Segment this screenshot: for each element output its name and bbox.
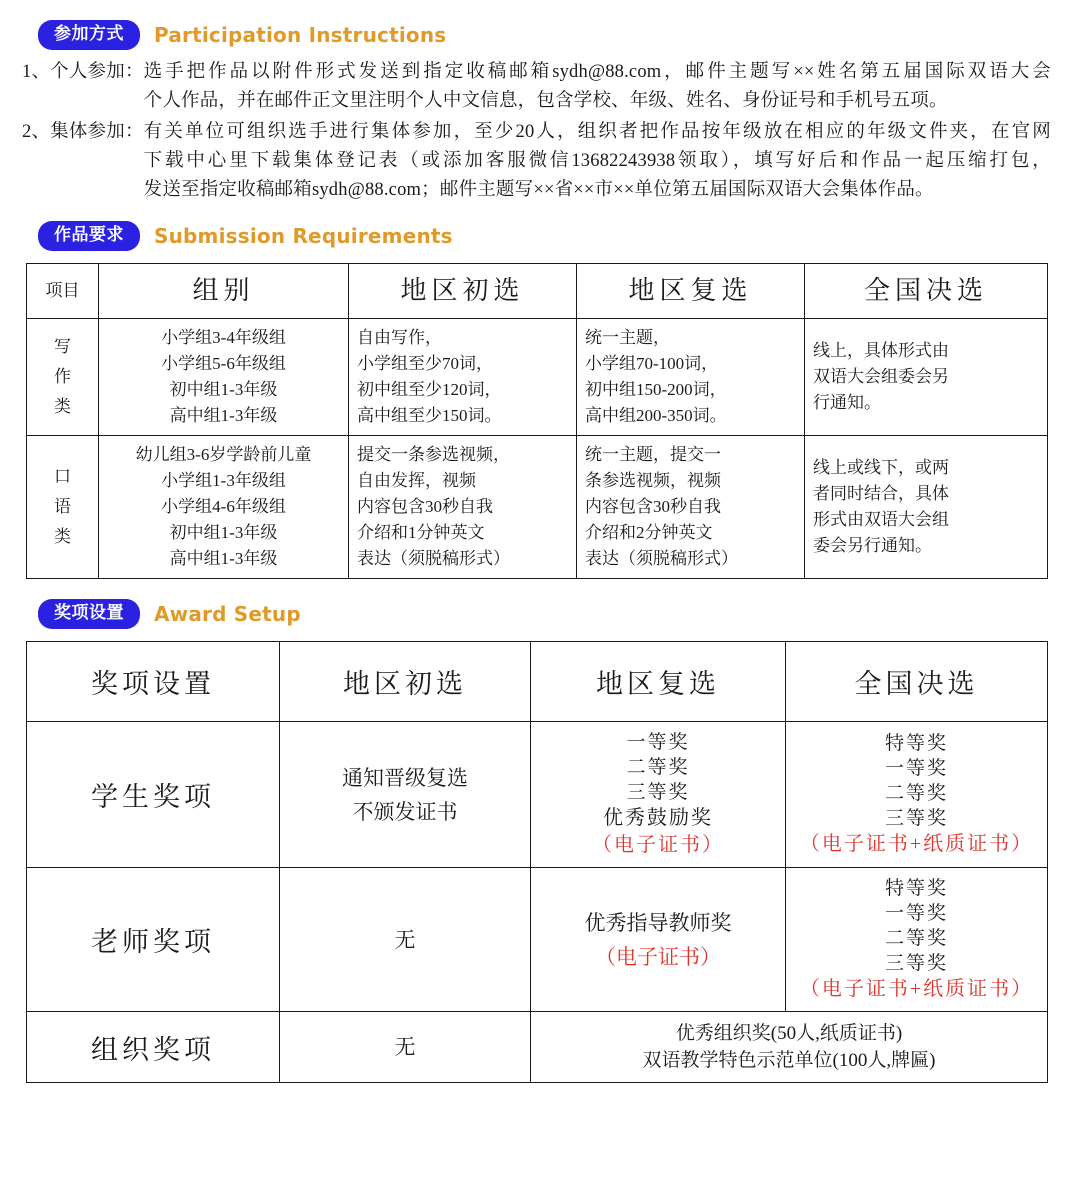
- student-final-award-3: 二等奖: [884, 783, 948, 804]
- participation-item-2: [22, 118, 1051, 205]
- submission-row-oral-label-stack: [54, 462, 71, 552]
- award-row-teacher: [27, 868, 1048, 1012]
- submission-header-semifinal: 地区复选: [577, 264, 805, 319]
- writing-semi-line-2: 小学组70-100词，: [585, 354, 719, 373]
- oral-final-line-2: 者同时结合，具体: [813, 484, 949, 503]
- teacher-final-award-3: 二等奖: [884, 928, 948, 949]
- submission-header-group: 组别: [99, 264, 349, 319]
- participation-item-1-line-1: 选手把作品以附件形式发送到指定收稿邮箱sydh@88.com，邮件主题写××姓名第五届国际双语大会: [143, 62, 1051, 82]
- writing-final-line-3: 行通知。: [813, 393, 881, 412]
- section-header-award: [0, 599, 1073, 629]
- writing-prelim-line-2: 小学组至少70词，: [357, 354, 493, 373]
- oral-prelim-line-5: 表达（须脱稿形式）: [357, 549, 510, 568]
- submission-header-item: [27, 264, 99, 319]
- badge-submission: 作品要求: [38, 221, 140, 251]
- oral-group-line-5: 高中组1-3年级: [169, 549, 278, 568]
- award-header-semifinal: 地区复选: [531, 642, 786, 722]
- writing-group-line-4: 高中组1-3年级: [169, 406, 278, 425]
- organization-line-1: 优秀组织奖(50人,纸质证书): [675, 1023, 903, 1044]
- oral-label-char-3: 类: [54, 527, 71, 546]
- writing-semi-line-4: 高中组200-350词。: [585, 406, 727, 425]
- writing-label-char-1: 写: [54, 337, 71, 356]
- teacher-semi-award-1: 优秀指导教师奖: [584, 910, 732, 935]
- participation-body: [0, 50, 1073, 205]
- section-header-submission: [0, 221, 1073, 251]
- award-row-student-label: 学生奖项: [27, 722, 280, 868]
- award-row-organization-label: 组织奖项: [27, 1012, 280, 1083]
- submission-row-oral-semifinal: [577, 436, 805, 579]
- writing-group-line-1: 小学组3-4年级组: [161, 328, 286, 347]
- participation-item-2-text: [144, 118, 1051, 205]
- submission-header-item-stack: [46, 276, 80, 306]
- submission-row-oral-preliminary: [349, 436, 577, 579]
- organization-line-2: 双语教学特色示范单位(100人,牌匾): [642, 1050, 936, 1071]
- participation-item-1: [22, 58, 1051, 116]
- teacher-final-award-2: 一等奖: [884, 903, 948, 924]
- teacher-semi-certificate-note: （电子证书）: [595, 944, 721, 969]
- student-semi-certificate-note: （电子证书）: [592, 834, 724, 856]
- writing-final-line-2: 双语大会组委会另: [813, 367, 949, 386]
- student-final-award-1: 特等奖: [884, 733, 948, 754]
- oral-final-line-1: 线上或线下，或两: [813, 458, 949, 477]
- oral-prelim-line-3: 内容包含30秒自我: [357, 497, 493, 516]
- student-semi-award-3: 三等奖: [626, 782, 690, 803]
- writing-prelim-line-4: 高中组至少150词。: [357, 406, 502, 425]
- participation-item-2-label: 2、集体参加：: [22, 122, 144, 142]
- english-title-award: Award Setup: [154, 602, 301, 626]
- award-table-wrap: [0, 641, 1073, 1083]
- award-row-organization-preliminary: 无: [280, 1012, 531, 1083]
- oral-group-line-4: 初中组1-3年级: [169, 523, 278, 542]
- submission-header-final: 全国决选: [805, 264, 1048, 319]
- submission-row-writing-final: [805, 319, 1048, 436]
- award-row-organization-merged: [531, 1012, 1048, 1083]
- award-row-student: [27, 722, 1048, 868]
- writing-final-line-1: 线上，具体形式由: [813, 341, 949, 360]
- oral-prelim-line-2: 自由发挥，视频: [357, 471, 476, 490]
- participation-item-2-line-3: 发送至指定收稿邮箱sydh@88.com；邮件主题写××省××市××单位第五届国际双语大会集体作品。: [143, 180, 934, 200]
- oral-semi-line-5: 表达（须脱稿形式）: [585, 549, 738, 568]
- teacher-final-certificate-note: （电子证书+纸质证书）: [799, 978, 1034, 1000]
- submission-row-writing-preliminary: [349, 319, 577, 436]
- oral-final-line-3: 形式由双语大会组: [813, 510, 949, 529]
- oral-semi-line-2: 条参选视频，视频: [585, 471, 721, 490]
- teacher-final-award-1: 特等奖: [884, 878, 948, 899]
- student-semi-award-1: 一等奖: [626, 732, 690, 753]
- participation-item-1-text: [144, 58, 1051, 116]
- award-header-row: [27, 642, 1048, 722]
- student-semi-award-2: 二等奖: [626, 757, 690, 778]
- oral-final-line-4: 委会另行通知。: [813, 536, 932, 555]
- participation-item-2-line-2: 下载中心里下载集体登记表（或添加客服微信13682243938领取），填写好后和作品一起压缩打包，: [143, 151, 1051, 171]
- badge-award: 奖项设置: [38, 599, 140, 629]
- oral-prelim-line-4: 介绍和1分钟英文: [357, 523, 485, 542]
- submission-row-writing-semifinal: [577, 319, 805, 436]
- student-prelim-line-1: 通知晋级复选: [342, 765, 468, 790]
- submission-row-writing-label: [27, 319, 99, 436]
- student-final-award-2: 一等奖: [884, 758, 948, 779]
- award-row-teacher-label: 老师奖项: [27, 868, 280, 1012]
- student-final-award-4: 三等奖: [884, 808, 948, 829]
- teacher-final-award-4: 三等奖: [884, 953, 948, 974]
- submission-table: [26, 263, 1048, 579]
- award-header-setup: 奖项设置: [27, 642, 280, 722]
- english-title-submission: Submission Requirements: [154, 224, 453, 248]
- award-row-student-final: [786, 722, 1048, 868]
- award-row-student-semifinal: [531, 722, 786, 868]
- student-semi-award-4: 优秀鼓励奖: [603, 807, 713, 829]
- award-table: [26, 641, 1048, 1083]
- writing-group-line-2: 小学组5-6年级组: [161, 354, 286, 373]
- badge-participation: 参加方式: [38, 20, 140, 50]
- oral-semi-line-1: 统一主题，提交一: [585, 445, 721, 464]
- submission-row-oral-group: [99, 436, 349, 579]
- participation-item-1-line-2: 个人作品，并在邮件正文里注明个人中文信息，包含学校、年级、姓名、身份证号和手机号五项。: [143, 91, 948, 111]
- oral-semi-line-3: 内容包含30秒自我: [585, 497, 721, 516]
- writing-label-char-2: 作: [54, 367, 71, 386]
- student-final-certificate-note: （电子证书+纸质证书）: [799, 833, 1034, 855]
- oral-label-char-2: 语: [54, 497, 71, 516]
- award-header-final: 全国决选: [786, 642, 1048, 722]
- oral-group-line-1: 幼儿组3-6岁学龄前儿童: [135, 445, 312, 464]
- oral-semi-line-4: 介绍和2分钟英文: [585, 523, 713, 542]
- writing-group-line-3: 初中组1-3年级: [169, 380, 278, 399]
- writing-prelim-line-1: 自由写作，: [357, 328, 442, 347]
- writing-prelim-line-3: 初中组至少120词，: [357, 380, 502, 399]
- english-title-participation: Participation Instructions: [154, 23, 447, 47]
- oral-prelim-line-1: 提交一条参选视频，: [357, 445, 510, 464]
- submission-table-wrap: [0, 263, 1073, 579]
- award-row-teacher-final: [786, 868, 1048, 1012]
- section-header-participation: [0, 20, 1073, 50]
- participation-item-1-label: 1、个人参加：: [22, 62, 144, 82]
- submission-row-writing-label-stack: [54, 332, 71, 422]
- oral-group-line-2: 小学组1-3年级组: [161, 471, 286, 490]
- submission-row-writing: [27, 319, 1048, 436]
- writing-label-char-3: 类: [54, 397, 71, 416]
- student-prelim-line-2: 不颁发证书: [352, 799, 458, 824]
- award-row-teacher-semifinal: [531, 868, 786, 1012]
- submission-header-preliminary: 地区初选: [349, 264, 577, 319]
- award-row-organization: [27, 1012, 1048, 1083]
- oral-group-line-3: 小学组4-6年级组: [161, 497, 286, 516]
- writing-semi-line-1: 统一主题，: [585, 328, 670, 347]
- submission-row-oral: [27, 436, 1048, 579]
- submission-row-oral-label: [27, 436, 99, 579]
- award-header-preliminary: 地区初选: [280, 642, 531, 722]
- submission-row-writing-group: [99, 319, 349, 436]
- oral-label-char-1: 口: [54, 467, 71, 486]
- participation-item-2-line-1: 有关单位可组织选手进行集体参加，至少20人，组织者把作品按年级放在相应的年级文件夹，在官网: [143, 122, 1051, 142]
- submission-row-oral-final: [805, 436, 1048, 579]
- award-row-teacher-preliminary: 无: [280, 868, 531, 1012]
- writing-semi-line-3: 初中组150-200词，: [585, 380, 727, 399]
- submission-header-row: [27, 264, 1048, 319]
- award-row-student-preliminary: [280, 722, 531, 868]
- submission-header-item-char-1: 项目: [45, 281, 80, 300]
